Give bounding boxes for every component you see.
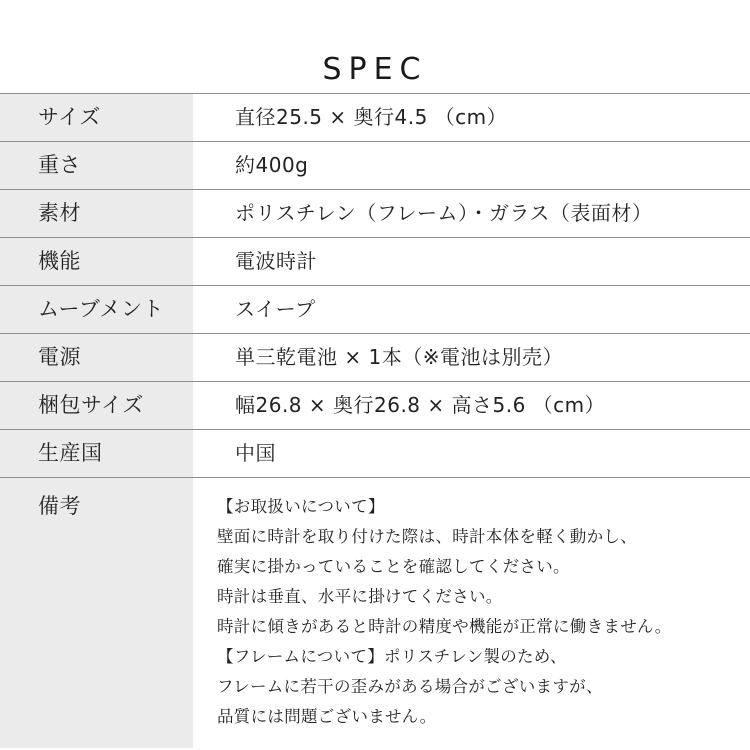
spec-label: 機能 xyxy=(0,238,193,285)
spec-value: 約400g xyxy=(235,153,309,177)
spec-row-country xyxy=(0,430,750,478)
note-line: 品質には問題ございません。 xyxy=(217,707,437,726)
spec-label: 備考 xyxy=(0,478,193,748)
spec-label: 生産国 xyxy=(0,430,193,477)
spec-row-function xyxy=(0,238,750,286)
spec-row-size xyxy=(0,94,750,142)
spec-row-material xyxy=(0,190,750,238)
notes-text xyxy=(193,478,750,748)
spec-row-power xyxy=(0,334,750,382)
spec-value: スイープ xyxy=(235,297,316,321)
note-line: 確実に掛かっていることを確認してください。 xyxy=(217,557,570,576)
spec-label: サイズ xyxy=(0,94,193,141)
spec-row-notes xyxy=(0,478,750,748)
spec-value: 直径25.5 × 奥行4.5 （cm） xyxy=(235,105,508,129)
note-line: 時計に傾きがあると時計の精度や機能が正常に働きません。 xyxy=(217,617,672,636)
note-line: フレームに若干の歪みがある場合がございますが、 xyxy=(217,677,603,696)
spec-row-package-size xyxy=(0,382,750,430)
spec-label: 重さ xyxy=(0,142,193,189)
spec-label: ムーブメント xyxy=(0,286,193,333)
spec-table xyxy=(0,93,750,748)
spec-label: 電源 xyxy=(0,334,193,381)
spec-value: 幅26.8 × 奥行26.8 × 高さ5.6 （cm） xyxy=(235,393,606,417)
spec-value: 中国 xyxy=(235,441,276,465)
spec-label: 素材 xyxy=(0,190,193,237)
spec-value: 単三乾電池 × 1本（※電池は別売） xyxy=(235,345,563,369)
spec-row-movement xyxy=(0,286,750,334)
note-line: 【フレームについて】ポリスチレン製のため、 xyxy=(217,647,567,666)
spec-title: SPEC xyxy=(322,52,428,88)
note-line: 時計は垂直、水平に掛けてください。 xyxy=(217,587,503,606)
spec-row-weight xyxy=(0,142,750,190)
note-line: 【お取扱いについて】 xyxy=(217,497,385,516)
note-line: 壁面に時計を取り付けた際は、時計本体を軽く動かし、 xyxy=(217,527,637,546)
spec-value: ポリスチレン（フレーム）・ガラス（表面材） xyxy=(235,201,653,225)
spec-value: 電波時計 xyxy=(235,249,317,273)
spec-label: 梱包サイズ xyxy=(0,382,193,429)
